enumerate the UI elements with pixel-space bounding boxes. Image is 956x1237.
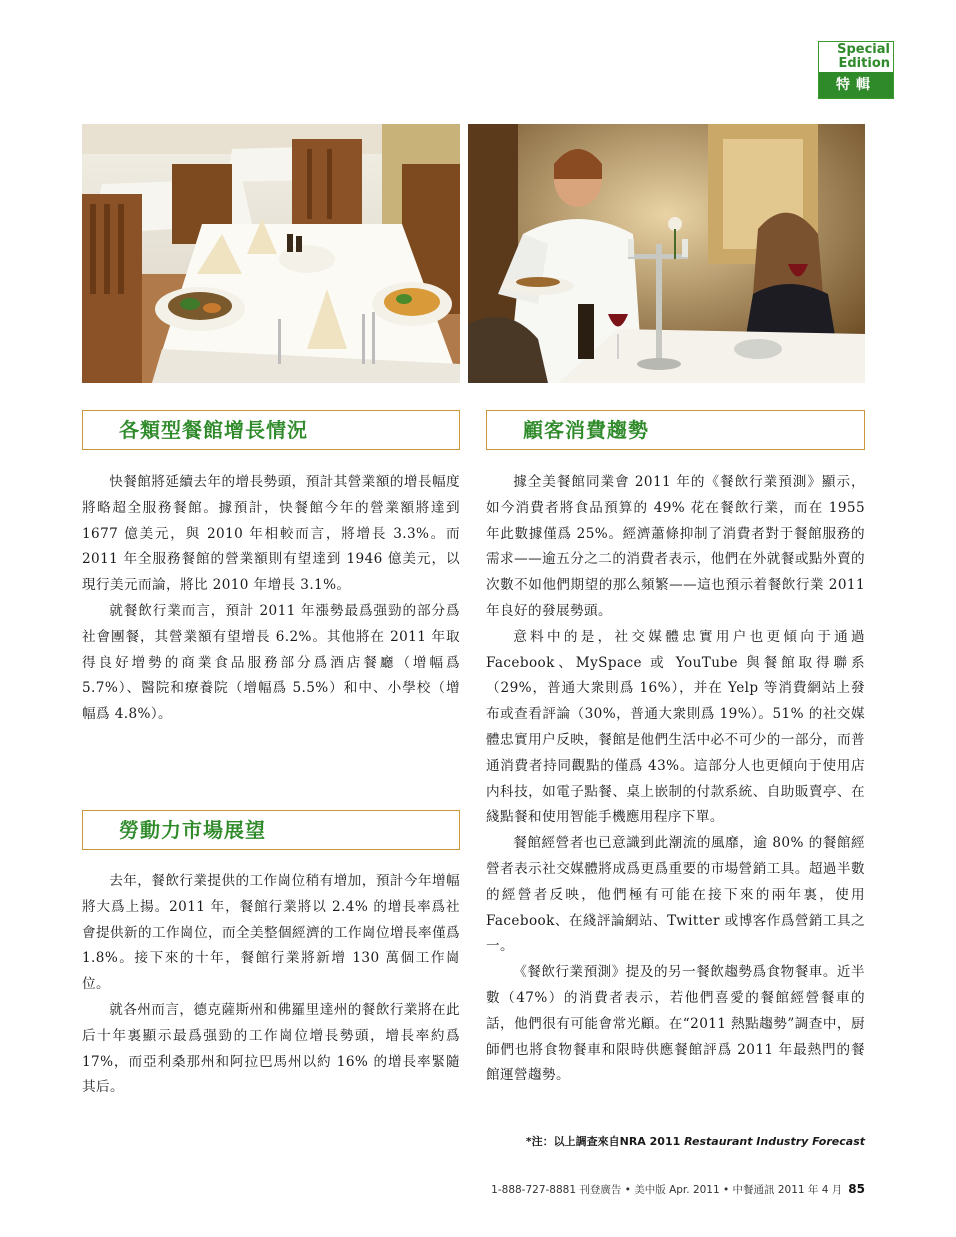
page-number: 85 [848,1182,865,1196]
section-heading-growth-text: 各類型餐館增長情況 [119,418,308,442]
paragraph: 就餐飲行業而言，預計 2011 年漲勢最爲强勁的部分爲社會團餐，其營業額有望增長 6.2%。其他將在 2011 年取得良好增勢的商業食品服務部分爲酒店餐廳（增幅爲 5.7%）、醫院和療養院（增幅爲 5.5%）和中、小學校（增幅爲 4.8%）。 [82,602,460,723]
section-heading-consumer-text: 顧客消費趨勢 [523,418,649,442]
source-note-title: Restaurant Industry Forecast [684,1135,865,1148]
section-heading-labor [82,810,460,850]
badge-chinese-label: 特輯 [819,72,893,98]
waitress-serving-diners-photo [468,124,865,383]
paragraph: 《餐飲行業預測》提及的另一餐飲趨勢爲食物餐車。近半數（47%）的消費者表示，若他們喜愛的餐館經營餐車的話，他們很有可能會常光顧。在“2011 熱點趨勢”調查中，厨師們也將食物餐車和限時供應餐館評爲 2011 年最熱門的餐館運營趨勢。 [486,964,865,1084]
labor-body [82,869,460,1101]
badge-line-1: Special [837,42,890,57]
paragraph: 就各州而言，德克薩斯州和佛羅里達州的餐飲行業將在此后十年裏顯示最爲强勁的工作崗位增長勢頭，增長率約爲 17%，而亞利桑那州和阿拉巴馬州以約 16% 的增長率緊隨其后。 [82,1001,460,1096]
page-footer [300,1182,865,1197]
paragraph: 意料中的是，社交媒體忠實用户也更傾向于通過 Facebook、MySpace 或 YouTube 與餐館取得聯系（29%，普通大衆則爲 16%），并在 Yelp 等消費網站上發布或查看評論（30%，普通大衆則爲 19%）。51% 的社交媒體忠實用户反映，餐館是他們生活中必不可少的一部分，而普通消費者持同觀點的僅爲 43%。這部分人也更傾向于使用店内科技，如電子點餐、桌上嵌制的付款系統、自助販賣亭、在綫點餐和使用智能手機應用程序下單。 [486,628,865,826]
source-note-prefix: *注：以上調查來自NRA 2011 [525,1135,685,1148]
consumer-body [486,470,865,1089]
footer-text: 1-888-727-8881 刊登廣告 • 美中版 Apr. 2011 • 中餐通訊 2011 年 4 月 [491,1184,843,1196]
special-edition-badge [818,41,894,99]
paragraph: 快餐館將延續去年的增長勢頭，預計其營業額的增長幅度將略超全服務餐館。據預計，快餐館今年的營業額將達到 1677 億美元，與 2010 年相較而言，將增長 3.3%。而 2011 年全服務餐館的營業額則有望達到 1946 億美元，以現行美元而論，將比 2010 年增長 3.1%。 [82,474,460,594]
section-heading-consumer [486,410,865,450]
growth-body [82,470,460,728]
source-note [480,1133,865,1149]
paragraph: 餐館經營者也已意識到此潮流的風靡，逾 80% 的餐館經營者表示社交媒體將成爲更爲重要的市場營銷工具。超過半數的經營者反映，他們極有可能在接下來的兩年裏，使用 Facebook、在綫評論網站、Twitter 或博客作爲營銷工具之一。 [486,835,865,955]
restaurant-dining-tables-photo [82,124,460,383]
section-heading-growth [82,410,460,450]
section-heading-labor-text: 勞動力市場展望 [119,818,266,842]
paragraph: 據全美餐館同業會 2011 年的《餐飲行業預測》顯示，如今消費者將食品預算的 49% 花在餐飲行業，而在 1955 年此數據僅爲 25%。經濟蕭條抑制了消費者對于餐館服務的需求——逾五分之二的消費者表示，他們在外就餐或點外賣的次數不如他們期望的那么頻繁——這也預示着餐飲行業 2011 年良好的發展勢頭。 [486,474,865,619]
paragraph: 去年，餐飲行業提供的工作崗位稍有增加，預計今年增幅將大爲上揚。2011 年，餐館行業將以 2.4% 的增長率爲社會提供新的工作崗位，而全美整個經濟的工作崗位增長率僅爲 1.8%。接下來的十年，餐館行業將新增 130 萬個工作崗位。 [82,873,460,993]
badge-line-2: Edition [838,56,890,71]
